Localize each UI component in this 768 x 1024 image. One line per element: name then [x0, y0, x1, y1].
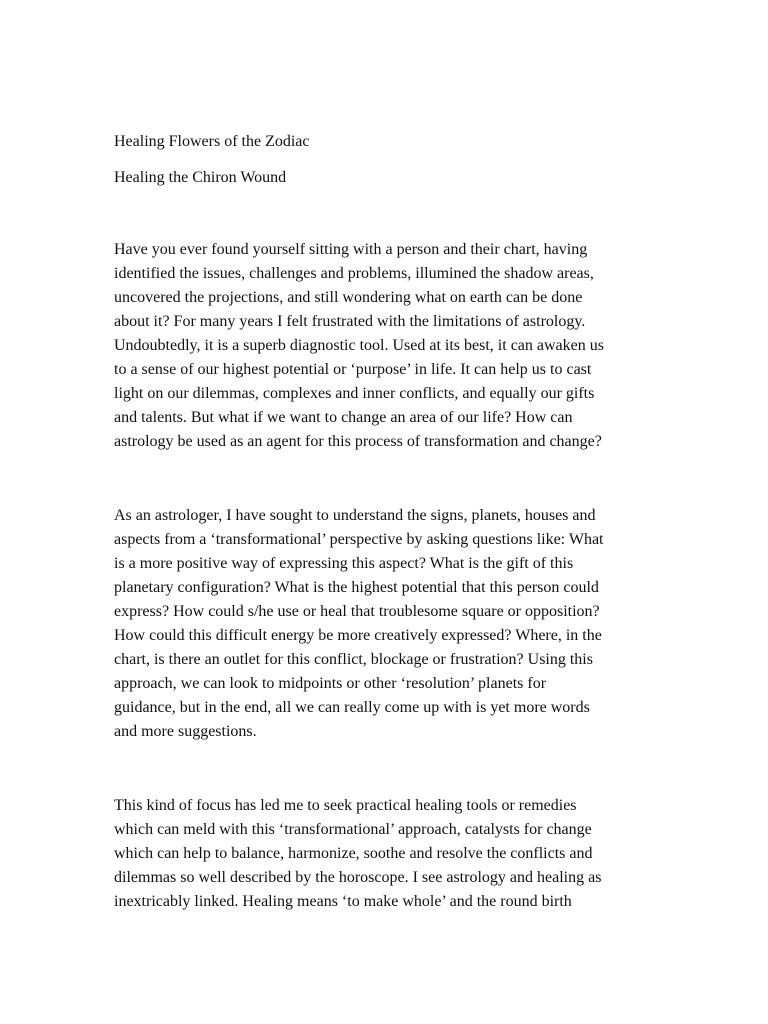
paragraph-line: is a more positive way of expressing this aspect? What is the gift of this: [114, 555, 574, 572]
paragraph-line: Have you ever found yourself sitting with a person and their chart, having: [114, 241, 588, 258]
paragraph-line: This kind of focus has led me to seek practical healing tools or remedies: [114, 797, 577, 814]
paragraph-2: [114, 504, 674, 744]
document-title: Healing Flowers of the Zodiac: [114, 133, 310, 150]
document-page: [114, 130, 674, 914]
paragraph-line: inextricably linked. Healing means ‘to make whole’ and the round birth: [114, 893, 572, 910]
paragraph-3: [114, 794, 674, 914]
paragraph-line: and talents. But what if we want to change an area of our life? How can: [114, 409, 573, 426]
paragraph-line: express? How could s/he use or heal that troublesome square or opposition?: [114, 603, 600, 620]
paragraph-line: planetary configuration? What is the highest potential that this person could: [114, 579, 599, 596]
paragraph-line: aspects from a ‘transformational’ perspective by asking questions like: What: [114, 531, 604, 548]
paragraph-line: approach, we can look to midpoints or other ‘resolution’ planets for: [114, 675, 547, 692]
paragraph-line: and more suggestions.: [114, 723, 257, 740]
paragraph-line: chart, is there an outlet for this conflict, blockage or frustration? Using this: [114, 651, 593, 668]
paragraph-line: identified the issues, challenges and problems, illumined the shadow areas,: [114, 265, 594, 282]
paragraph-1: [114, 238, 674, 454]
paragraph-line: which can meld with this ‘transformational’ approach, catalysts for change: [114, 821, 592, 838]
paragraph-line: light on our dilemmas, complexes and inner conflicts, and equally our gifts: [114, 385, 595, 402]
document-subtitle: Healing the Chiron Wound: [114, 169, 287, 186]
paragraph-line: uncovered the projections, and still wondering what on earth can be done: [114, 289, 583, 306]
paragraph-line: which can help to balance, harmonize, soothe and resolve the conflicts and: [114, 845, 593, 862]
paragraph-line: astrology be used as an agent for this process of transformation and change?: [114, 433, 602, 450]
paragraph-line: How could this difficult energy be more creatively expressed? Where, in the: [114, 627, 602, 644]
paragraph-line: about it? For many years I felt frustrated with the limitations of astrology.: [114, 313, 586, 330]
paragraph-line: As an astrologer, I have sought to understand the signs, planets, houses and: [114, 507, 596, 524]
paragraph-line: to a sense of our highest potential or ‘purpose’ in life. It can help us to cast: [114, 361, 592, 378]
paragraph-line: Undoubtedly, it is a superb diagnostic tool. Used at its best, it can awaken us: [114, 337, 604, 354]
paragraph-line: guidance, but in the end, all we can really come up with is yet more words: [114, 699, 590, 716]
paragraph-line: dilemmas so well described by the horoscope. I see astrology and healing as: [114, 869, 602, 886]
